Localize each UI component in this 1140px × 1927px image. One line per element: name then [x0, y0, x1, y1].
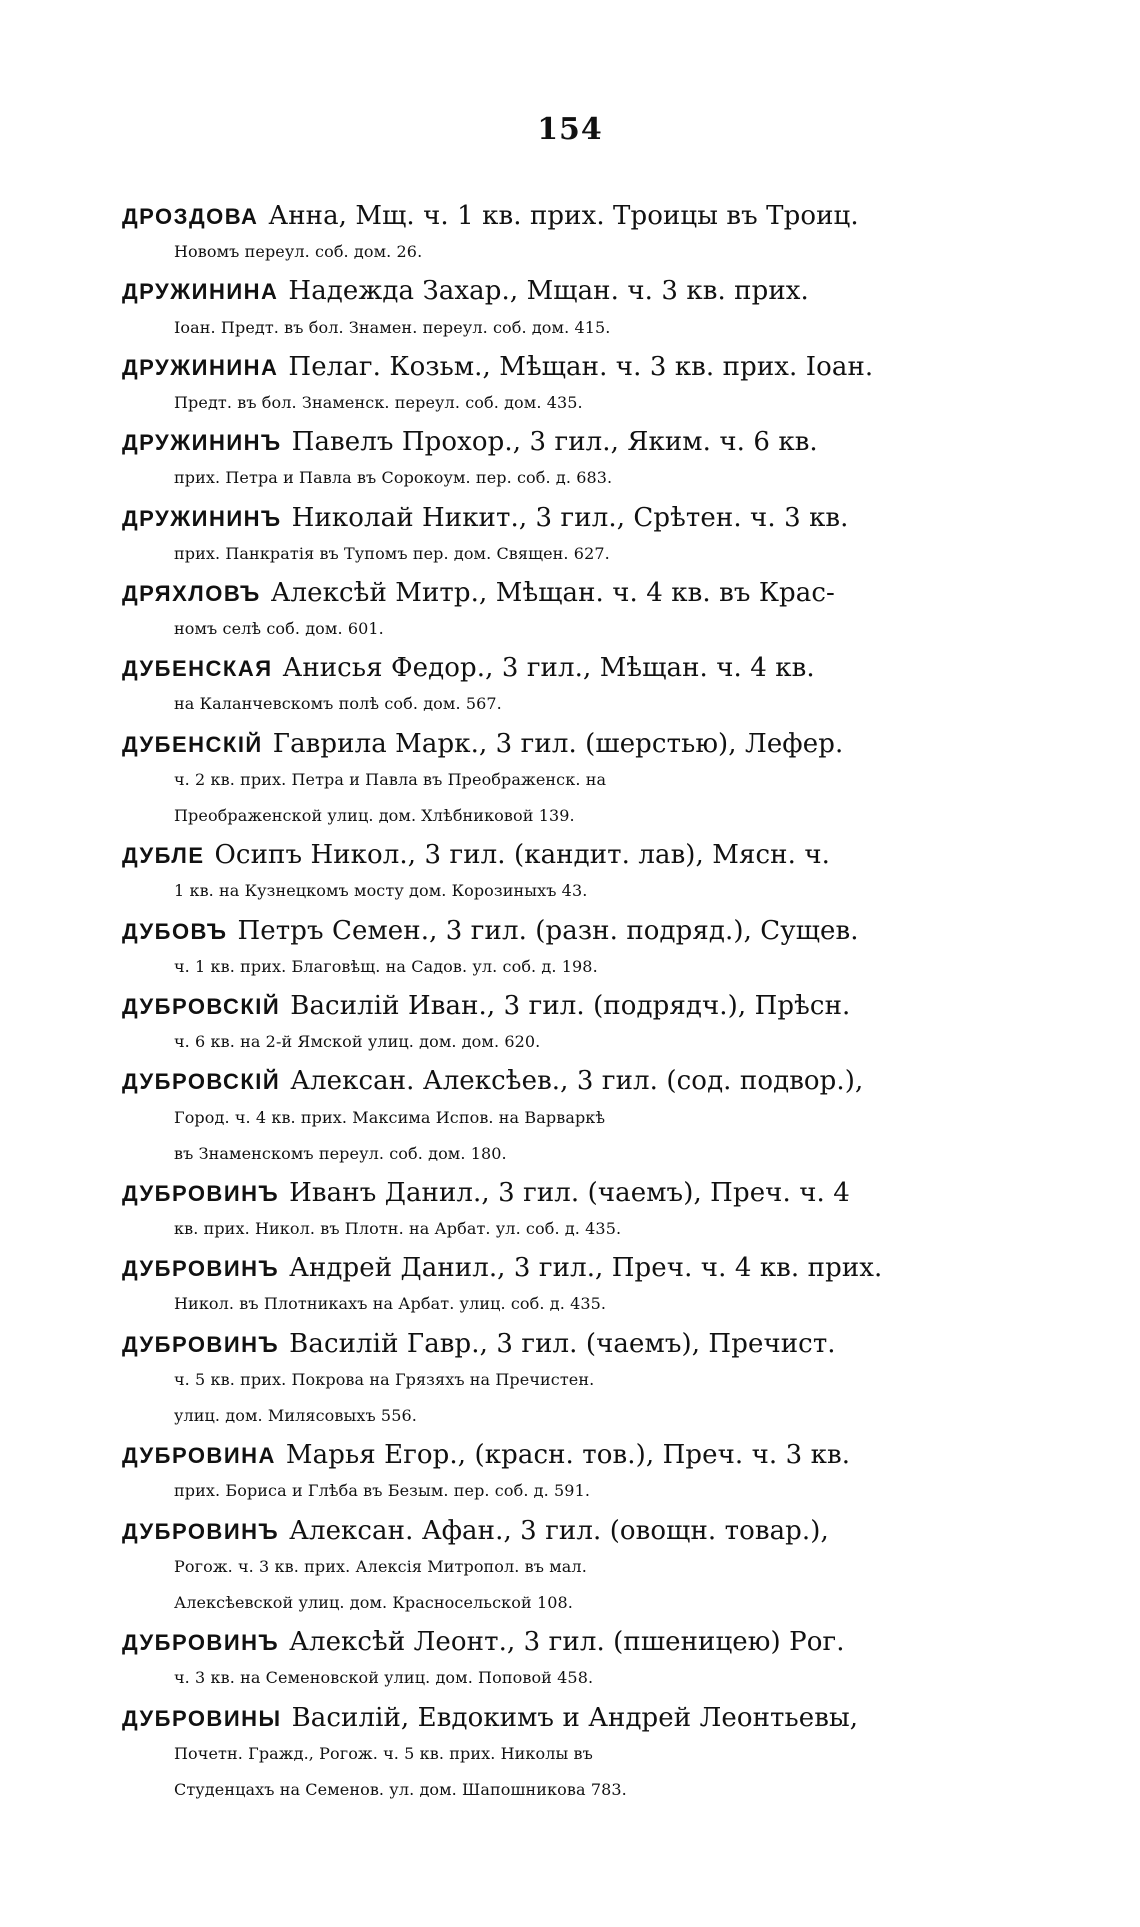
entry-surname: ДУБРОВИНЪ	[122, 1630, 280, 1656]
entry-first-line	[122, 500, 1020, 536]
entry-continuation-line	[122, 234, 1020, 270]
entry-continuation-line	[122, 762, 1020, 798]
entry-text: Иванъ Данил., 3 гил. (чаемъ), Преч. ч. 4	[289, 1177, 850, 1208]
entry-text: прих. Панкратія въ Тупомъ пер. дом. Священ. 627.	[174, 543, 610, 563]
entry-text: Город. ч. 4 кв. прих. Максима Испов. на Варваркѣ	[174, 1107, 606, 1127]
entry-text: Марья Егор., (красн. тов.), Преч. ч. 3 кв.	[285, 1440, 851, 1471]
entry-continuation-line	[122, 1136, 1020, 1172]
entry-text: Новомъ переул. соб. дом. 26.	[174, 242, 423, 262]
entry-text: Іоан. Предт. въ бол. Знамен. переул. соб. дом. 415.	[174, 317, 611, 337]
entry-first-line	[122, 1624, 1020, 1660]
entry-text: Надежда Захар., Мщан. ч. 3 кв. прих.	[288, 276, 809, 307]
entry-continuation-line	[122, 460, 1020, 496]
entry-text: улиц. дом. Милясовыхъ 556.	[174, 1406, 417, 1425]
entry-surname: ДУБРОВИНЪ	[122, 1180, 280, 1206]
entry-continuation-line	[122, 1100, 1020, 1136]
entry-text: Павелъ Прохор., 3 гил., Яким. ч. 6 кв.	[291, 427, 818, 458]
entry-continuation-line	[122, 1660, 1020, 1696]
entry-continuation-line	[122, 1362, 1020, 1398]
entry-continuation-line	[122, 1736, 1020, 1772]
entry-text: прих. Петра и Павла въ Сорокоум. пер. соб. д. 683.	[174, 468, 613, 488]
entry-text: кв. прих. Никол. въ Плотн. на Арбат. ул. соб. д. 435.	[174, 1219, 622, 1239]
directory-entry	[122, 1326, 1020, 1435]
entry-text: Василій, Евдокимъ и Андрей Леонтьевы,	[291, 1702, 859, 1733]
entry-text: Алексѣй Митр., Мѣщан. ч. 4 кв. въ Крас-	[270, 577, 835, 608]
entry-first-line	[122, 273, 1020, 309]
entry-continuation-line	[122, 949, 1020, 985]
directory-entry	[122, 1063, 1020, 1172]
entry-text: ч. 2 кв. прих. Петра и Павла въ Преображенск. на	[174, 769, 607, 789]
entry-text: Алексѣевской улиц. дом. Красносельской 108.	[174, 1592, 573, 1612]
entry-surname: ДУБРОВСКІЙ	[122, 993, 281, 1019]
directory-entry	[122, 1513, 1020, 1622]
page-number: 154	[537, 112, 603, 147]
entry-text: 1 кв. на Кузнецкомъ мосту дом. Корозиныхъ 43.	[174, 881, 588, 901]
entry-first-line	[122, 726, 1020, 762]
entry-text: Студенцахъ на Семенов. ул. дом. Шапошникова 783.	[174, 1779, 627, 1799]
entry-text: Преображенской улиц. дом. Хлѣбниковой 139.	[174, 806, 575, 825]
entry-surname: ДУБРОВИНЫ	[122, 1705, 282, 1731]
directory-entry	[122, 837, 1020, 909]
entry-continuation-line	[122, 1398, 1020, 1434]
directory-entries	[122, 198, 1020, 1811]
entry-first-line	[122, 349, 1020, 385]
entry-text: Гаврила Марк., 3 гил. (шерстью), Лефер.	[272, 728, 844, 759]
entry-first-line	[122, 988, 1020, 1024]
entry-continuation-line	[122, 686, 1020, 722]
entry-surname: ДУБРОВСКІЙ	[122, 1069, 281, 1095]
entry-text: Алексѣй Леонт., 3 гил. (пшеницею) Рог.	[289, 1627, 845, 1658]
entry-text: Петръ Семен., 3 гил. (разн. подряд.), Сущев.	[237, 915, 859, 946]
directory-entry	[122, 1437, 1020, 1509]
entry-first-line	[122, 1437, 1020, 1473]
entry-first-line	[122, 837, 1020, 873]
directory-entry	[122, 500, 1020, 572]
entry-continuation-line	[122, 1211, 1020, 1247]
directory-entry	[122, 349, 1020, 421]
entry-surname: ДРУЖИНИНА	[122, 279, 279, 305]
entry-text: Анна, Мщ. ч. 1 кв. прих. Троицы въ Троиц.	[268, 201, 859, 231]
entry-surname: ДРУЖИНИНЪ	[122, 505, 282, 531]
entry-surname: ДУБРОВИНА	[122, 1443, 276, 1469]
entry-first-line	[122, 1250, 1020, 1286]
entry-surname: ДУБРОВИНЪ	[122, 1518, 280, 1544]
entry-continuation-line	[122, 1585, 1020, 1621]
entry-text: Андрей Данил., 3 гил., Преч. ч. 4 кв. прих.	[289, 1253, 883, 1284]
directory-entry	[122, 988, 1020, 1060]
entry-text: Никол. въ Плотникахъ на Арбат. улиц. соб. д. 435.	[174, 1294, 607, 1314]
entry-surname: ДУБЕНСКІЙ	[122, 731, 263, 757]
entry-text: ч. 6 кв. на 2-й Ямской улиц. дом. дом. 620.	[174, 1032, 541, 1052]
entry-text: ч. 5 кв. прих. Покрова на Грязяхъ на Пречистен.	[174, 1369, 595, 1389]
entry-text: прих. Бориса и Глѣба въ Безым. пер. соб. д. 591.	[174, 1481, 591, 1501]
entry-continuation-line	[122, 873, 1020, 909]
directory-entry	[122, 1624, 1020, 1696]
entry-first-line	[122, 1326, 1020, 1362]
entry-first-line	[122, 575, 1020, 611]
entry-text: Осипъ Никол., 3 гил. (кандит. лав), Мясн. ч.	[214, 840, 830, 871]
entry-continuation-line	[122, 798, 1020, 834]
entry-first-line	[122, 650, 1020, 686]
entry-text: Алексан. Афан., 3 гил. (овощн. товар.),	[289, 1515, 829, 1546]
entry-continuation-line	[122, 1286, 1020, 1322]
entry-surname: ДРЯХЛОВЪ	[122, 580, 261, 606]
directory-entry	[122, 650, 1020, 722]
directory-entry	[122, 1250, 1020, 1322]
entry-surname: ДРОЗДОВА	[122, 204, 259, 229]
entry-continuation-line	[122, 536, 1020, 572]
entry-text: номъ селѣ соб. дом. 601.	[174, 619, 384, 639]
entry-surname: ДРУЖИНИНА	[122, 354, 279, 380]
entry-first-line	[122, 1513, 1020, 1549]
directory-entry	[122, 575, 1020, 647]
entry-continuation-line	[122, 1024, 1020, 1060]
entry-surname: ДРУЖИНИНЪ	[122, 430, 282, 456]
directory-entry	[122, 1700, 1020, 1809]
entry-surname: ДУБЛЕ	[122, 843, 205, 869]
entry-continuation-line	[122, 1549, 1020, 1585]
directory-entry	[122, 913, 1020, 985]
entry-text: въ Знаменскомъ переул. соб. дом. 180.	[174, 1143, 507, 1163]
directory-entry	[122, 424, 1020, 496]
entry-text: Анисья Федор., 3 гил., Мѣщан. ч. 4 кв.	[282, 653, 815, 684]
entry-text: Василій Иван., 3 гил. (подрядч.), Прѣсн.	[290, 990, 851, 1021]
entry-text: Почетн. Гражд., Рогож. ч. 5 кв. прих. Николы въ	[174, 1743, 593, 1763]
entry-first-line	[122, 1175, 1020, 1211]
entry-text: Алексан. Алексѣев., 3 гил. (сод. подвор.),	[290, 1066, 864, 1097]
entry-continuation-line	[122, 611, 1020, 647]
entry-continuation-line	[122, 385, 1020, 421]
entry-first-line	[122, 1700, 1020, 1736]
entry-text: Василій Гавр., 3 гил. (чаемъ), Пречист.	[289, 1328, 836, 1359]
directory-entry	[122, 1175, 1020, 1247]
entry-first-line	[122, 198, 1020, 234]
entry-text: Николай Никит., 3 гил., Срѣтен. ч. 3 кв.	[291, 502, 849, 533]
entry-surname: ДУБРОВИНЪ	[122, 1331, 280, 1357]
entry-first-line	[122, 1063, 1020, 1099]
entry-text: на Каланчевскомъ полѣ соб. дом. 567.	[174, 694, 502, 714]
entry-text: ч. 3 кв. на Семеновской улиц. дом. Поповой 458.	[174, 1668, 594, 1688]
entry-first-line	[122, 913, 1020, 949]
directory-entry	[122, 273, 1020, 345]
entry-text: Предт. въ бол. Знаменск. переул. соб. дом. 435.	[174, 392, 583, 412]
entry-continuation-line	[122, 1473, 1020, 1509]
entry-text: Рогож. ч. 3 кв. прих. Алексія Митропол. въ мал.	[174, 1556, 587, 1576]
directory-entry	[122, 198, 1020, 270]
entry-continuation-line	[122, 1772, 1020, 1808]
entry-continuation-line	[122, 310, 1020, 346]
directory-entry	[122, 726, 1020, 835]
entry-surname: ДУБЕНСКАЯ	[122, 656, 273, 682]
entry-first-line	[122, 424, 1020, 460]
entry-text: ч. 1 кв. прих. Благовѣщ. на Садов. ул. соб. д. 198.	[174, 956, 598, 976]
entry-text: Пелаг. Козьм., Мѣщан. ч. 3 кв. прих. Іоан.	[288, 351, 874, 382]
entry-surname: ДУБОВЪ	[122, 918, 228, 944]
entry-surname: ДУБРОВИНЪ	[122, 1256, 280, 1282]
